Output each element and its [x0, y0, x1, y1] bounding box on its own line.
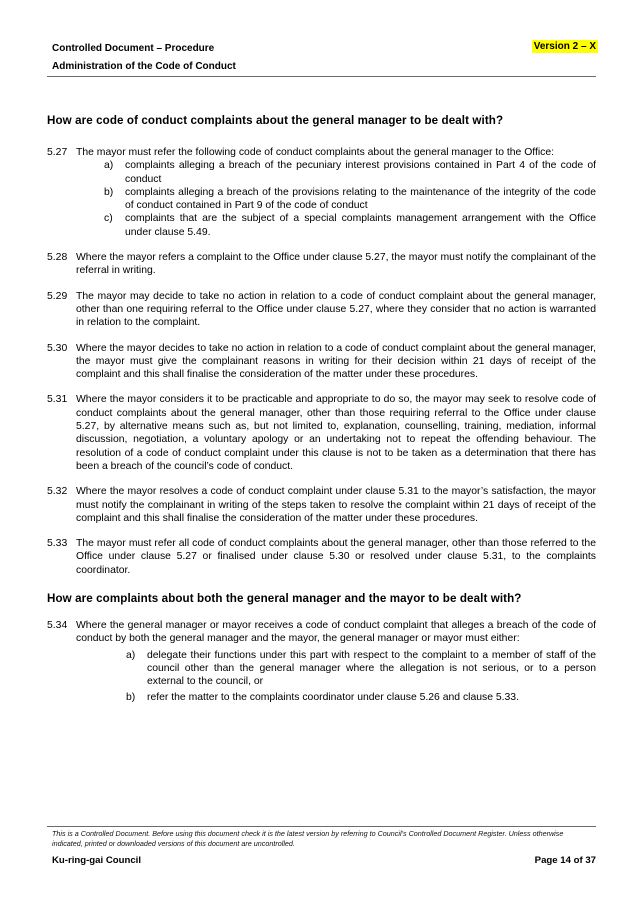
- clause-text: Where the mayor considers it to be practicable and appropriate to do so, the mayor may seek to resolve code of conduct complaints about the general manager, other than those requiring referral to the Office under clause 5.27, by alternative means such as, but not limited to, explanation, counselling, training, mediation, informal discussion, negotiation, a voluntary apology or an undertaking not to repeat the offending behaviour. The resolution of a code of conduct complaint under this clause is not to be taken as a determination that there has been a breach of the council’s code of conduct.: [76, 394, 596, 472]
- clause-text: The mayor may decide to take no action in relation to a code of conduct complaint about the general manager, other than one requiring referral to the Office under clause 5.27, where they consider that no action is warranted in relation to the complaint.: [76, 290, 596, 329]
- section-heading-gm-and-mayor: How are complaints about both the general manager and the mayor to be dealt with?: [47, 592, 522, 606]
- clause-text: Where the mayor decides to take no action in relation to a code of conduct complaint about the general manager, the mayor must give the complainant reasons in writing for their decision within 21 days of receipt of the complaint and this shall finalise the consideration of the matter under these procedures.: [76, 342, 596, 381]
- clause-number: 5.30: [47, 342, 68, 354]
- clause-5-31: [47, 393, 596, 473]
- list-item: c) complaints that are the subject of a special complaints management arrangement with the Office under clause 5.49.: [104, 213, 596, 238]
- version-badge: Version 2 – X: [533, 41, 596, 52]
- page-number: Page 14 of 37: [534, 855, 596, 866]
- list-item: a) complaints alleging a breach of the pecuniary interest provisions contained in Part 4 of the code of conduct: [104, 160, 596, 185]
- clause-number: 5.33: [47, 538, 68, 550]
- clause-number: 5.29: [47, 290, 68, 302]
- clause-number: 5.27: [47, 147, 68, 158]
- document-body: [47, 113, 596, 704]
- clause-5-28: [47, 251, 596, 278]
- clause-number: 5.31: [47, 394, 68, 406]
- document-title: Administration of the Code of Conduct: [52, 61, 236, 72]
- clause-number: 5.28: [47, 252, 68, 264]
- list-item: b) refer the matter to the complaints coordinator under clause 5.26 and clause 5.33.: [126, 691, 519, 703]
- clause-5-33: [47, 537, 596, 577]
- document-header: [52, 40, 236, 76]
- document-type: Controlled Document – Procedure: [52, 43, 215, 54]
- clause-text: The mayor must refer all code of conduct complaints about the general manager, other than those referred to the Office under clause 5.27 or finalised under clause 5.30 or resolved under clause 5.31, to the complaints coordinator.: [76, 538, 596, 576]
- clause-5-34: [47, 619, 596, 704]
- footer-divider: [47, 826, 596, 827]
- clause-text: Where the mayor resolves a code of conduct complaint under clause 5.31 to the mayor’s satisfaction, the mayor must notify the complainant in writing of the steps taken to resolve the complaint within 21 days of receipt of the complaint and this shall finalise the consideration of the matter under these procedures.: [76, 486, 596, 524]
- clause-5-27: [47, 146, 596, 239]
- clause-number: 5.32: [47, 486, 68, 498]
- header-divider: [47, 76, 596, 77]
- clause-5-29: [47, 290, 596, 330]
- clause-text: The mayor must refer the following code of conduct complaints about the general manager to the Office:: [76, 147, 555, 158]
- list-item: a) delegate their functions under this part with respect to the complaint to a member of staff of the council other than the general manager where the allegation is not serious, or to a person external to the council, or: [126, 649, 596, 688]
- clause-5-30: [47, 342, 596, 382]
- clause-text: Where the general manager or mayor receives a code of conduct complaint that alleges a breach of the code of conduct by both the general manager and the mayor, the general manager or mayor must either:: [76, 620, 596, 645]
- list-item: b) complaints alleging a breach of the provisions relating to the maintenance of the integrity of the code of conduct contained in Part 9 of the code of conduct: [104, 186, 596, 212]
- section-heading-general-manager: How are code of conduct complaints about the general manager to be dealt with?: [47, 114, 504, 127]
- controlled-document-note: This is a Controlled Document. Before using this document check it is the latest version by referring to Council’s Controlled Document Register. Unless otherwise indicated, printed or downloaded versions of this document are uncontrolled.: [52, 829, 564, 848]
- clause-number: 5.34: [47, 620, 68, 632]
- clause-5-32: [47, 485, 596, 525]
- council-name: Ku-ring-gai Council: [52, 855, 141, 866]
- clause-text: Where the mayor refers a complaint to the Office under clause 5.27, the mayor must notify the complainant of the referral in writing.: [76, 252, 596, 277]
